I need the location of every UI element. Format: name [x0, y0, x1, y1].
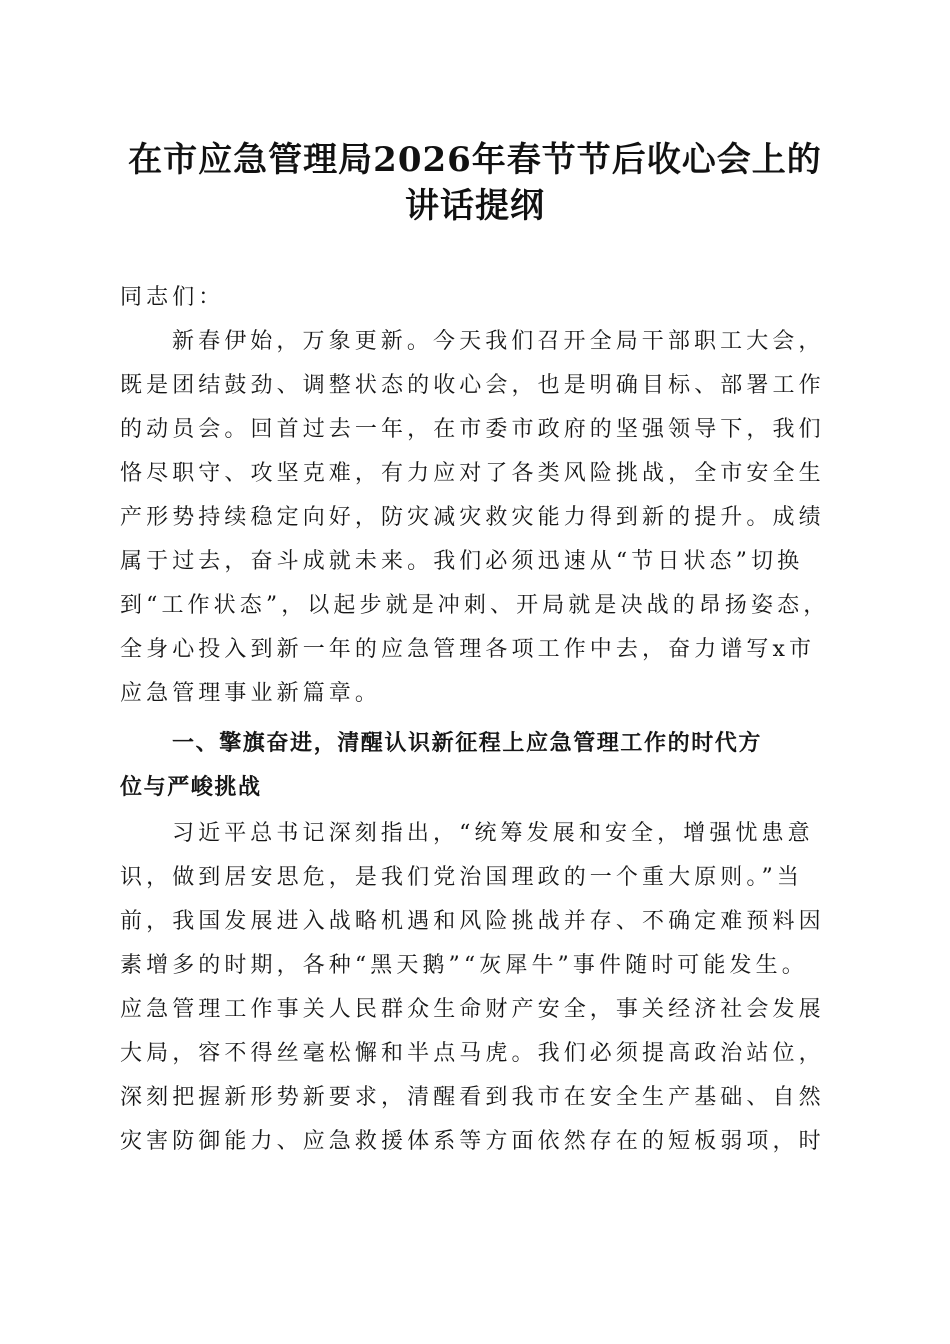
paragraph-2-line: 习近平总书记深刻指出，“统筹发展和安全，增强忧患意 — [172, 821, 814, 846]
paragraph-1-line: 到“工作状态”，以起步就是冲刺、开局就是决战的昂扬姿态， — [120, 593, 830, 618]
paragraph-2-line: 深刻把握新形势新要求，清醒看到我市在安全生产基础、自然 — [120, 1085, 825, 1110]
paragraph-2-line: 前，我国发展进入战略机遇和风险挑战并存、不确定难预料因 — [120, 909, 825, 934]
paragraph-1-line: 新春伊始，万象更新。今天我们召开全局干部职工大会， — [172, 329, 825, 354]
section-1-heading-line-2: 位与严峻挑战 — [120, 775, 262, 800]
paragraph-1-line: 属于过去，奋斗成就未来。我们必须迅速从“节日状态”切换 — [120, 549, 804, 574]
paragraph-1-line: 产形势持续稳定向好，防灾减灾救灾能力得到新的提升。成绩 — [120, 505, 825, 530]
paragraph-2-line: 应急管理工作事关人民群众生命财产安全，事关经济社会发展 — [120, 997, 825, 1022]
paragraph-2-line: 素增多的时期，各种“黑天鹅”“灰犀牛”事件随时可能发生。 — [120, 953, 808, 978]
paragraph-1-line: 恪尽职守、攻坚克难，有力应对了各类风险挑战，全市安全生 — [120, 461, 825, 486]
paragraph-2-line: 识，做到居安思危，是我们党治国理政的一个重大原则。”当 — [120, 865, 803, 890]
document-title-line-2: 讲话提纲 — [405, 186, 545, 226]
document-title-line-1: 在市应急管理局2026年春节节后收心会上的 — [128, 140, 822, 180]
paragraph-2-line: 灾害防御能力、应急救援体系等方面依然存在的短板弱项，时 — [120, 1129, 825, 1154]
paragraph-1-line: 的动员会。回首过去一年，在市委市政府的坚强领导下，我们 — [120, 417, 825, 442]
paragraph-1-line: 应急管理事业新篇章。 — [120, 681, 382, 706]
paragraph-1-line: 全身心投入到新一年的应急管理各项工作中去，奋力谱写x市 — [120, 637, 816, 662]
paragraph-1-line: 既是团结鼓劲、调整状态的收心会，也是明确目标、部署工作 — [120, 373, 825, 398]
salutation: 同志们： — [120, 285, 225, 310]
section-1-heading-line-1: 一、擎旗奋进，清醒认识新征程上应急管理工作的时代方 — [172, 731, 763, 756]
paragraph-2-line: 大局，容不得丝毫松懈和半点马虎。我们必须提高政治站位， — [120, 1041, 825, 1066]
